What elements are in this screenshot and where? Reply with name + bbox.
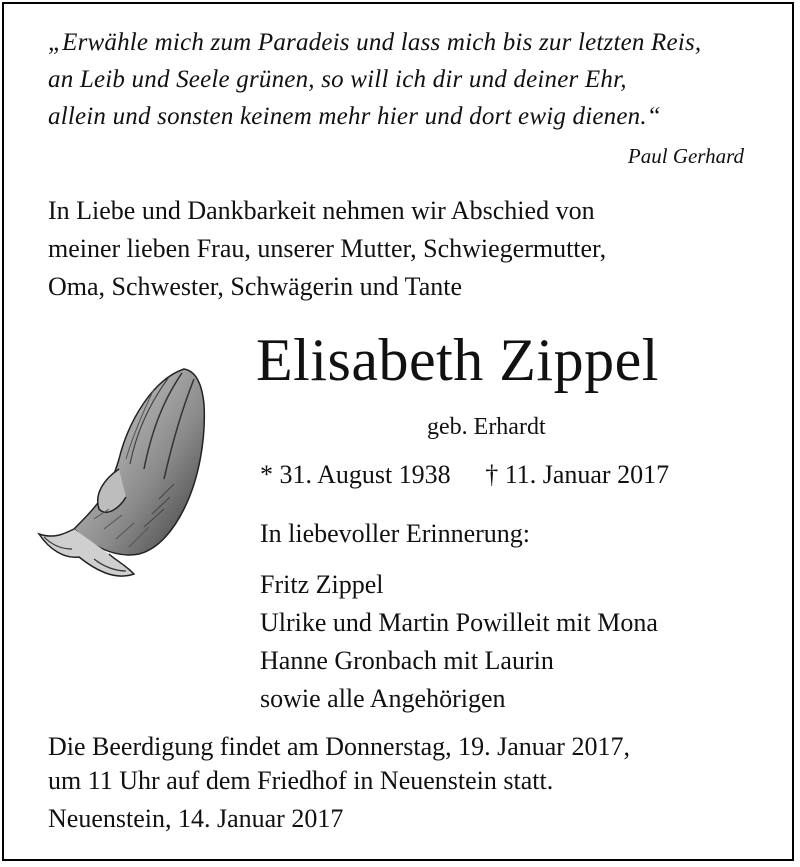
intro-line: Oma, Schwester, Schwägerin und Tante xyxy=(48,272,462,301)
deceased-name: Elisabeth Zippel xyxy=(256,327,659,393)
life-dates xyxy=(260,460,669,490)
place-and-date: Neuenstein, 14. Januar 2017 xyxy=(48,804,344,833)
mourners-list xyxy=(260,566,658,718)
intro-line: meiner lieben Frau, unserer Mutter, Schwiegermutter, xyxy=(48,234,607,263)
mourners-heading: In liebevoller Erinnerung: xyxy=(260,519,531,548)
funeral-line: um 11 Uhr auf dem Friedhof in Neuenstein statt. xyxy=(48,766,554,795)
mourner-name: Ulrike und Martin Powilleit mit Mona xyxy=(260,608,658,637)
death-date: † 11. Januar 2017 xyxy=(485,460,670,489)
quote-line: „Erwähle mich zum Paradeis und lass mich bis zur letzten Reis, xyxy=(48,29,702,56)
mourner-name: sowie alle Angehörigen xyxy=(260,684,506,713)
mourner-name: Hanne Gronbach mit Laurin xyxy=(260,646,554,675)
obituary-notice xyxy=(2,2,794,861)
poem-quote xyxy=(48,24,758,135)
birth-name: geb. Erhardt xyxy=(427,414,546,440)
funeral-info xyxy=(48,730,768,798)
quote-author: Paul Gerhard xyxy=(627,144,744,168)
birth-date: * 31. August 1938 xyxy=(260,460,451,489)
intro-line: In Liebe und Dankbarkeit nehmen wir Abschied von xyxy=(48,196,595,225)
quote-line: allein und sonsten keinem mehr hier und dort ewig dienen.“ xyxy=(48,103,661,130)
mourner-name: Fritz Zippel xyxy=(260,570,384,599)
praying-hands-icon xyxy=(34,359,224,589)
intro-text xyxy=(48,192,758,306)
quote-line: an Leib und Seele grünen, so will ich dir und deiner Ehr, xyxy=(48,66,627,93)
funeral-line: Die Beerdigung findet am Donnerstag, 19. Januar 2017, xyxy=(48,732,630,761)
